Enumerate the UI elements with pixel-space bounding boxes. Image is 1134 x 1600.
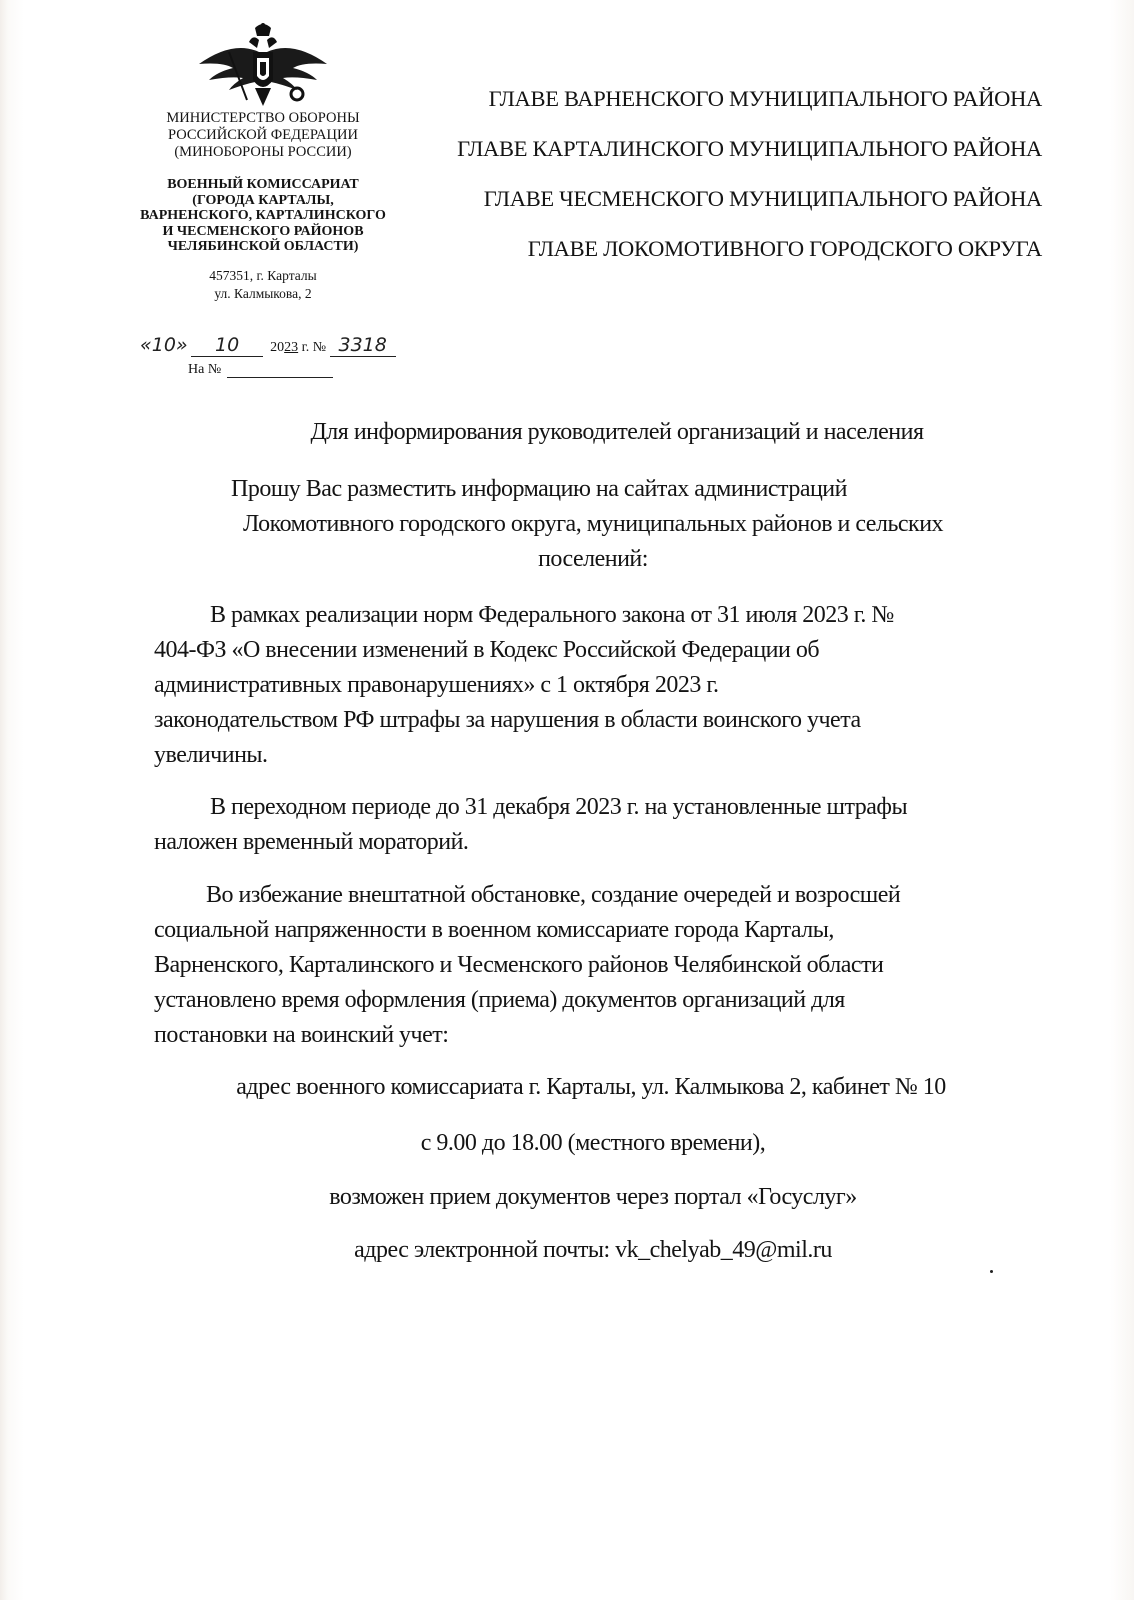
registration-day: «10» <box>140 334 188 356</box>
paragraph-line-text: В рамках реализации норм Федерального закона от 31 июля 2023 г. № <box>210 602 894 628</box>
request-line: Локомотивного городского округа, муниципальных районов и сельских <box>242 511 944 537</box>
commissariat-line: ВОЕННЫЙ КОМИССАРИАТ <box>167 177 359 192</box>
paragraph-line: 404-ФЗ «О внесении изменений в Кодекс Российской Федерации об <box>154 637 820 663</box>
email-label: адрес электронной почты: <box>354 1237 610 1263</box>
ministry-name <box>118 110 408 161</box>
recipient: ГЛАВЕ ЧЕСМЕНСКОГО МУНИЦИПАЛЬНОГО РАЙОНА <box>483 186 1042 211</box>
reference-label: На № <box>188 362 222 377</box>
recipients-block <box>457 74 1042 274</box>
reference-number-field <box>227 363 333 378</box>
email-address-link[interactable]: vk_chelyab_49@mil.ru <box>615 1237 832 1263</box>
paragraph-line: установлено время оформления (приема) документов организаций для <box>154 987 845 1013</box>
recipient: ГЛАВЕ ЛОКОМОТИВНОГО ГОРОДСКОГО ОКРУГА <box>527 236 1042 261</box>
paragraph-line-text: Во избежание внештатной обстановке, создание очередей и возросшей <box>206 882 901 908</box>
paragraph-line: законодательством РФ штрафы за нарушения в области воинского учета <box>154 707 861 733</box>
recipient: ГЛАВЕ ВАРНЕНСКОГО МУНИЦИПАЛЬНОГО РАЙОНА <box>488 86 1042 111</box>
paragraph-line: административных правонарушениях» с 1 октября 2023 г. <box>154 672 719 698</box>
paragraph-line-text: В переходном периоде до 31 декабря 2023 г. на установленные штрафы <box>210 794 908 820</box>
contact-hours: с 9.00 до 18.00 (местного времени), <box>420 1130 766 1156</box>
registration-number-field <box>330 334 396 357</box>
commissariat-name <box>118 177 408 255</box>
paragraph-line <box>154 598 1034 633</box>
commissariat-line: ЧЕЛЯБИНСКОЙ ОБЛАСТИ) <box>167 239 359 254</box>
double-headed-eagle-emblem-icon <box>193 22 333 108</box>
contact-address: адрес военного комиссариата г. Карталы, ул. Калмыкова 2, кабинет № 10 <box>236 1074 946 1100</box>
paragraph-line: Варненского, Карталинского и Чесменского районов Челябинской области <box>154 952 884 978</box>
scan-speck <box>990 1270 993 1273</box>
contact-portal: возможен прием документов через портал «Госуслуг» <box>329 1184 857 1210</box>
paragraph-line: наложен временный мораторий. <box>154 829 469 855</box>
paragraph-line <box>154 790 1034 825</box>
ministry-line: РОССИЙСКОЙ ФЕДЕРАЦИИ <box>168 127 358 143</box>
reference-line <box>188 362 333 378</box>
registration-line <box>140 334 396 357</box>
sender-address <box>118 267 408 303</box>
ministry-line: (МИНОБОРОНЫ РОССИИ) <box>174 144 352 160</box>
registration-year-prefix: 20 <box>270 340 285 355</box>
contact-email-line <box>26 1237 1134 1264</box>
registration-year-label: г. № <box>301 340 327 355</box>
sender-letterhead <box>118 22 408 303</box>
registration-year-suffix: 23 <box>284 340 299 355</box>
ministry-line: МИНИСТЕРСТВО ОБОРОНЫ <box>166 110 360 126</box>
commissariat-line: И ЧЕСМЕНСКОГО РАЙОНОВ <box>162 223 364 239</box>
commissariat-line: ВАРНЕНСКОГО, КАРТАЛИНСКОГО <box>140 208 386 223</box>
registration-month-field <box>191 334 263 357</box>
request-line: поселений: <box>538 546 648 572</box>
address-line: ул. Калмыкова, 2 <box>214 285 312 301</box>
request-line: Прошу Вас разместить информацию на сайтах администраций <box>230 476 847 502</box>
paragraph-line: постановки на воинский учет: <box>154 1022 449 1048</box>
registration-number: 3318 <box>338 334 387 356</box>
registration-month: 10 <box>215 334 240 356</box>
recipient: ГЛАВЕ КАРТАЛИНСКОГО МУНИЦИПАЛЬНОГО РАЙОНА <box>457 136 1042 161</box>
paragraph-law-changes <box>154 598 1034 773</box>
paragraph-reception-hours <box>154 878 1054 1053</box>
paragraph-moratorium <box>154 790 1034 860</box>
commissariat-line: (ГОРОДА КАРТАЛЫ, <box>192 192 334 208</box>
letter-heading: Для информирования руководителей организаций и населения <box>310 419 924 445</box>
paragraph-line <box>154 878 1054 913</box>
paragraph-line: увеличины. <box>154 742 268 768</box>
address-line: 457351, г. Карталы <box>209 267 317 283</box>
paragraph-line: социальной напряженности в военном комиссариате города Карталы, <box>154 917 834 943</box>
